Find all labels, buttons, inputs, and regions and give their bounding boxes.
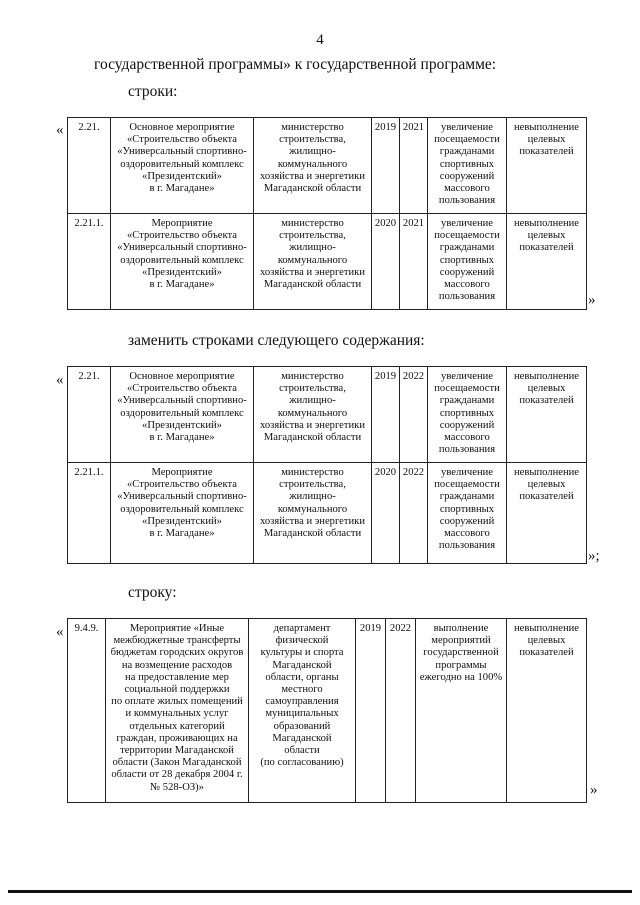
- cell-code: 2.21.1.: [68, 214, 111, 310]
- cell-code: 9.4.9.: [68, 619, 106, 803]
- cell-name: Мероприятие «Иные межбюджетные трансферты бюджетам городских округов на возмещение расходов на предоставление мер социальной поддержки по оплате жилых помещений и коммунальных услуг отдельных категорий граждан, проживающих на территории Магаданской области (Закон Магаданской области от 28 декабря 2004 г. № 528-ОЗ)»: [106, 619, 249, 803]
- cell-executor: министерство строительства, жилищно- коммунального хозяйства и энергетики Магаданской области: [254, 118, 372, 214]
- table-new-rows: [67, 366, 587, 564]
- close-quote: »: [588, 292, 596, 308]
- page-number: 4: [316, 32, 324, 48]
- cell-executor: департамент физической культуры и спорта Магаданской области, органы местного самоуправления муниципальных образований Магаданской области (по согласованию): [249, 619, 356, 803]
- close-quote: »: [590, 782, 598, 798]
- label-row: строку:: [128, 584, 177, 601]
- table-row: [68, 463, 587, 564]
- table-row: [68, 214, 587, 310]
- cell-risk: невыполнение целевых показателей: [507, 463, 587, 564]
- cell-executor: министерство строительства, жилищно- коммунального хозяйства и энергетики Магаданской области: [254, 214, 372, 310]
- cell-code: 2.21.1.: [68, 463, 111, 564]
- label-rows: строки:: [128, 83, 178, 100]
- cell-executor: министерство строительства, жилищно- коммунального хозяйства и энергетики Магаданской области: [254, 463, 372, 564]
- cell-name: Основное мероприятие «Строительство объекта «Универсальный спортивно- оздоровительный комплекс «Президентский» в г. Магадане»: [111, 118, 254, 214]
- cell-end-year: 2022: [400, 367, 428, 463]
- open-quote: «: [56, 122, 64, 138]
- cell-risk: невыполнение целевых показателей: [507, 619, 587, 803]
- cell-end-year: 2022: [400, 463, 428, 564]
- cell-risk: невыполнение целевых показателей: [507, 214, 587, 310]
- cell-name: Мероприятие «Строительство объекта «Универсальный спортивно- оздоровительный комплекс «Президентский» в г. Магадане»: [111, 463, 254, 564]
- cell-start-year: 2019: [372, 367, 400, 463]
- cell-executor: министерство строительства, жилищно- коммунального хозяйства и энергетики Магаданской области: [254, 367, 372, 463]
- cell-start-year: 2019: [356, 619, 386, 803]
- cell-end-year: 2021: [400, 214, 428, 310]
- cell-code: 2.21.: [68, 118, 111, 214]
- heading-line: государственной программы» к государственной программе:: [94, 56, 497, 73]
- cell-name: Основное мероприятие «Строительство объекта «Универсальный спортивно- оздоровительный комплекс «Президентский» в г. Магадане»: [111, 367, 254, 463]
- label-replace: заменить строками следующего содержания:: [128, 332, 425, 349]
- cell-risk: невыполнение целевых показателей: [507, 118, 587, 214]
- cell-start-year: 2020: [372, 463, 400, 564]
- cell-result: увеличение посещаемости гражданами спортивных сооружений массового пользования: [428, 463, 507, 564]
- page-bottom-rule: [8, 890, 632, 893]
- cell-risk: невыполнение целевых показателей: [507, 367, 587, 463]
- cell-start-year: 2020: [372, 214, 400, 310]
- table-row-to-add: [67, 618, 587, 803]
- open-quote: «: [56, 624, 64, 640]
- cell-code: 2.21.: [68, 367, 111, 463]
- table-row: [68, 619, 587, 803]
- cell-end-year: 2021: [400, 118, 428, 214]
- cell-result: увеличение посещаемости гражданами спортивных сооружений массового пользования: [428, 118, 507, 214]
- cell-result: увеличение посещаемости гражданами спортивных сооружений массового пользования: [428, 367, 507, 463]
- table-row: [68, 118, 587, 214]
- table-original-rows: [67, 117, 587, 310]
- table-row: [68, 367, 587, 463]
- close-quote-semicolon: »;: [588, 548, 600, 564]
- cell-result: выполнение мероприятий государственной программы ежегодно на 100%: [416, 619, 507, 803]
- cell-result: увеличение посещаемости гражданами спортивных сооружений массового пользования: [428, 214, 507, 310]
- cell-start-year: 2019: [372, 118, 400, 214]
- cell-name: Мероприятие «Строительство объекта «Универсальный спортивно- оздоровительный комплекс «Президентский» в г. Магадане»: [111, 214, 254, 310]
- cell-end-year: 2022: [386, 619, 416, 803]
- open-quote: «: [56, 372, 64, 388]
